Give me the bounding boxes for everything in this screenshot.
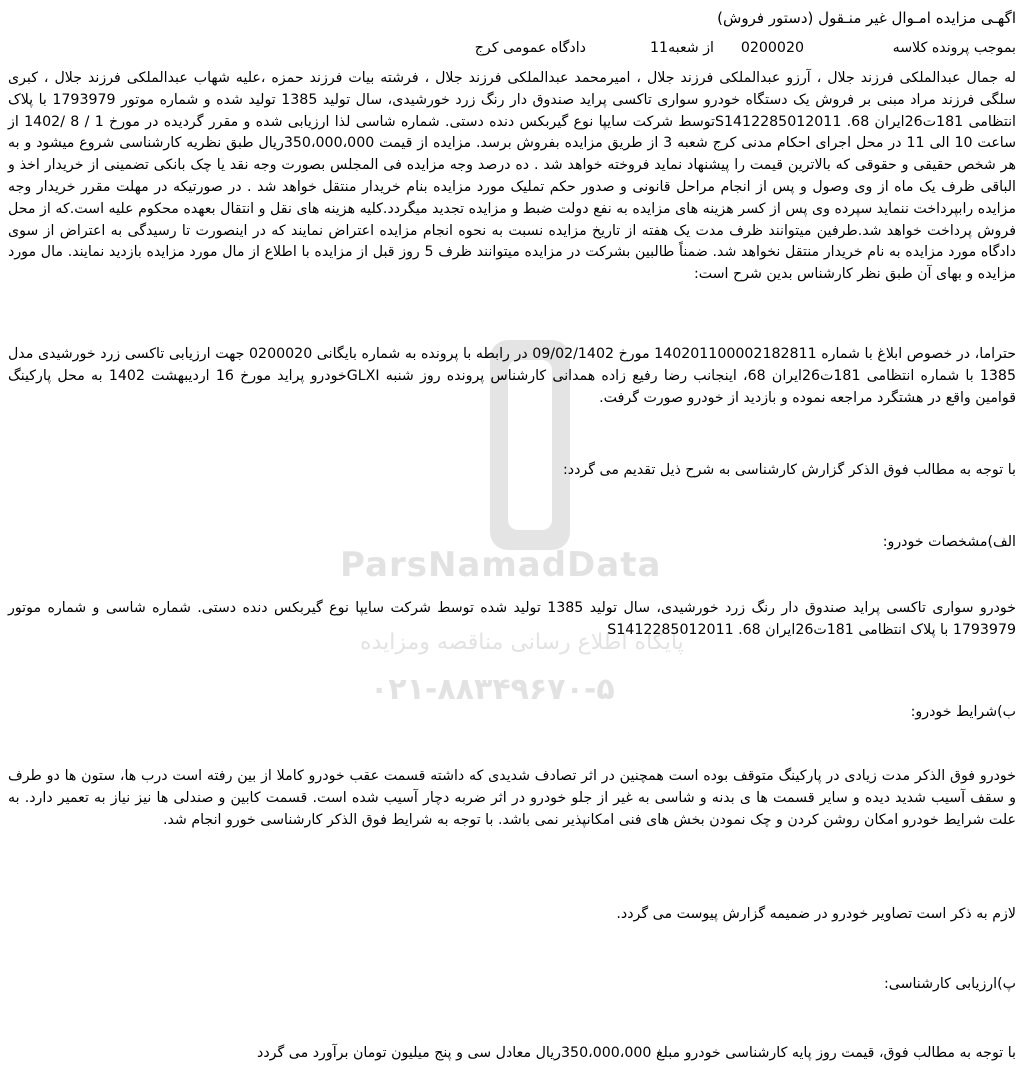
court-name: دادگاه عمومی کرج [474, 40, 586, 56]
section-a-text: خودرو سواری تاکسی پراید صندوق دار رنگ زرد خورشیدی، سال تولید 1385 تولید شده توسط شرکت سایپا نوع گیربکس دنده دستی. شماره شاسی و شماره موتور 1793979 با پلاک انتظامی 181ت26ایران 68. S1412285012011 [8, 600, 1016, 638]
report-intro-paragraph: حتراما، در خصوص ابلاغ با شماره 140201100002182811 مورخ 09/02/1402 در رابطه با پرونده به شماره بایگانی 0200020 جهت ارزیابی تاکسی زرد خورشیدی مدل 1385 با شماره انتظامی 181ت26ایران 68، اینجانب رضا رفیع زاده همدانی کارشناس پرونده روز شنبه GLXIخودرو پراید مورخ 16 اردیبهشت 1402 به محل پارکینگ قوامین واقع در هشتگرد مراجعه نموده و بازدید از خودرو صورت گرفت. [8, 346, 1016, 406]
notice-title: اگهـی مزایده امـوال غیر منـقول (دستور فروش) [717, 9, 1016, 27]
section-b-title: ب)شرایط خودرو: [910, 704, 1016, 720]
case-label: بموجب پرونده کلاسه [892, 40, 1016, 56]
report-lead: با توجه به مطالب فوق الذکر گزارش کارشناسی به شرح ذیل تقدیم می گردد: [563, 462, 1016, 478]
section-a-title: الف)مشخصات خودرو: [882, 534, 1016, 550]
section-c-title: پ)ارزیابی کارشناسی: [883, 976, 1016, 992]
watermark-subtitle: پایگاه اطلاع رسانی مناقصه ومزایده [360, 630, 684, 655]
branch-label: از شعبه11 [650, 40, 714, 56]
watermark-brand: ParsNamadData [340, 545, 662, 585]
case-number: 0200020 [740, 40, 804, 56]
section-c-text: با توجه به مطالب فوق، قیمت روز پایه کارشناسی خودرو مبلغ 350،000،000ریال معادل سی و پنج میلیون تومان برآورد می گردد [257, 1045, 1016, 1061]
notice-intro-paragraph: له جمال عبدالملکی فرزند جلال ، آرزو عبدالملکی فرزند جلال ، امیرمحمد عبدالملکی فرزند جلال ، فرشته بیات فرزند حمزه ،علیه شهاب عبدالملکی فرزند جلال ، کبری سلگی فرزند مراد مبنی بر فروش یک دستگاه خودرو سواری تاکسی پراید صندوق دار رنگ زرد خورشیدی، سال تولید 1385 تولید شده و شماره موتور 1793979 با پلاک انتظامی 181ت26ایران 68. S1412285012011توسط شرکت سایپا نوع گیربکس دنده دستی. شماره شاسی لذا ارزیابی شده و مقرر گردیده در مورخ 1 / 8 /1402 از ساعت 10 الی 11 در محل اجرای احکام مدنی کرج شعبه 3 از طریق مزایده بفروش برسد. مزایده از قیمت 350،000،000ریال طبق نظریه کارشناسی شروع میشود و به هر شخص حقیقی و حقوقی که بالاترین قیمت را پیشنهاد نماید فروخته خواهد شد . ده درصد وجه مزایده فی المجلس بصورت وجه نقد یا چک بانکی تضمینی از خریدار اخذ و الباقی ظرف یک ماه از وی وصول و پس از انجام مراحل قانونی و صدور حکم تملیک مورد مزایده بنام خریدار منتقل خواهد شد . در صورتیکه در مهلت مقرر خریدار وجه مزایده رابپرداخت ننماید سپرده وی پس از کسر هزینه های مزایده به نفع دولت ضبط و مزایده تجدید میگردد.کلیه هزینه های نقل و انتقال بعهده محکوم علیه است.که از محل فروش پرداخت خواهد شد.طرفین میتوانند ظرف مدت یک هفته از تاریخ مزایده نسبت به نحوه انجام مزایده اعتراض نمایند که در اینصورت تا رسیدگی به اعتراض از سوی دادگاه مورد مزایده به نام خریدار منتقل نخواهد شد. ضمناً طالبین بشرکت در مزایده میتوانند ظرف 5 روز قبل از مزایده با اطلاع از مال مورد مزایده بازدید نمایند. مال مورد مزایده و بهای آن طبق نظر کارشناس بدین شرح است: [8, 70, 1017, 283]
watermark-phone: ۰۲۱-۸۸۳۴۹۶۷۰-۵ [370, 672, 615, 707]
case-info-bar [300, 40, 1016, 60]
section-b-text: خودرو فوق الذکر مدت زیادی در پارکینگ متوقف بوده است همچنین در اثر تصادف شدیدی که داشته قسمت عقب خودرو کاملا از بین رفته است درب ها، ستون ها دو طرف و سقف آسیب شدید دیده و سایر قسمت ها ی بدنه و شاسی به غیر از جلو خودرو در اثر ضربه دچار آسیب شده است. قسمت کابین و صندلی ها نیز نیاز به تعمیر دارد. به علت شرایط خودرو امکان روشن کردن و چک نمودن بخش های فنی امکانپذیر نمی باشد. با توجه به شرایط فوق الذکر کارشناسی خورو انجام شد. [8, 768, 1016, 828]
photos-note: لازم به ذکر است تصاویر خودرو در ضمیمه گزارش پیوست می گردد. [616, 906, 1016, 922]
